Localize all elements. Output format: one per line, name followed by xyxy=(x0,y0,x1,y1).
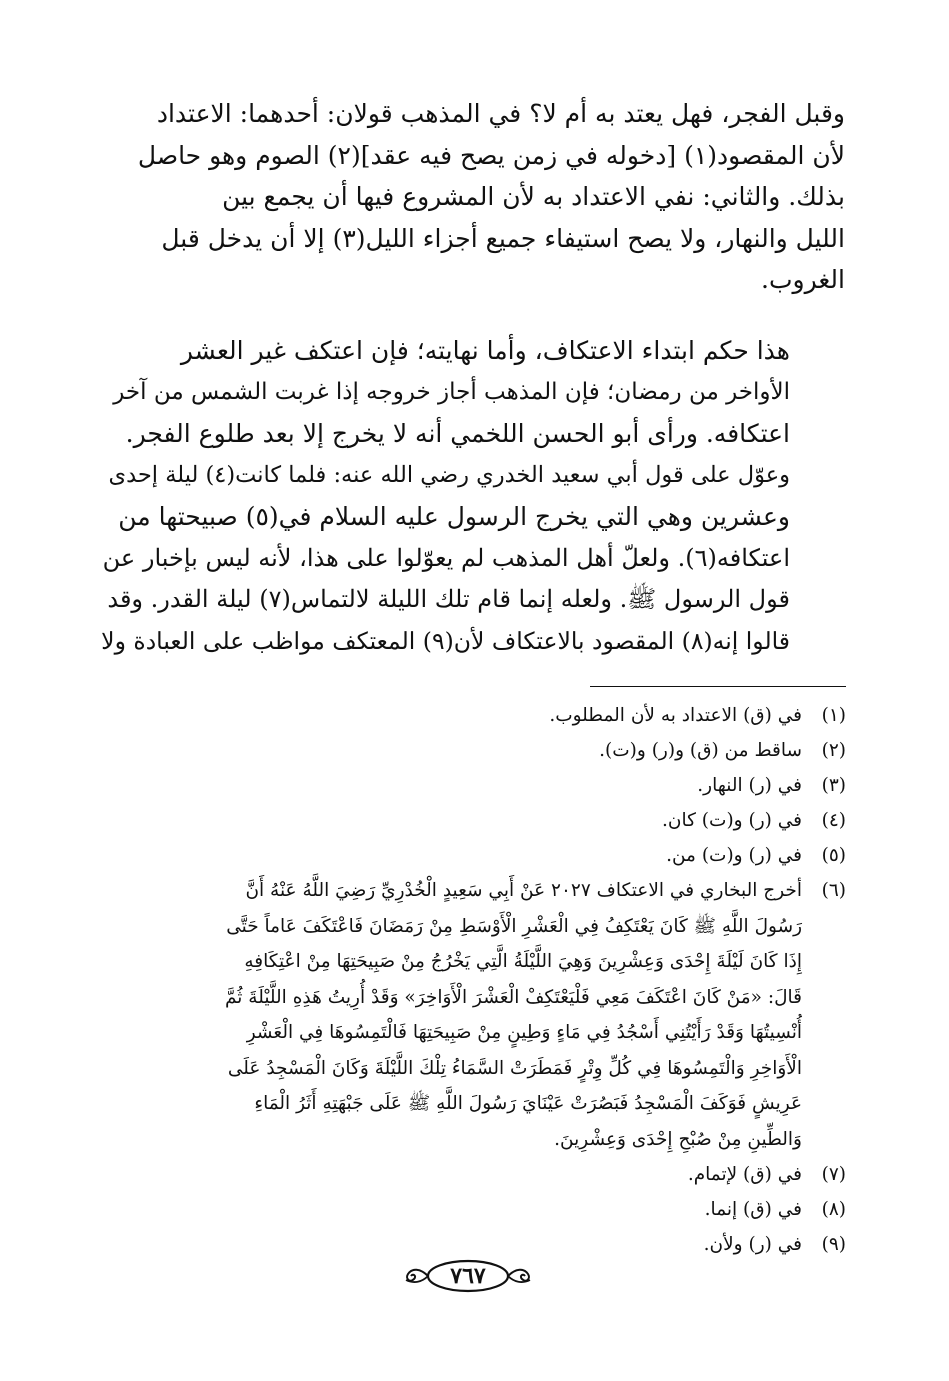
footnote-item xyxy=(96,768,846,803)
footnote-number: (١) xyxy=(821,705,846,726)
paragraph-line: الليل والنهار، ولا يصح استيفاء جميع أجزاء الليل(٣) إلا أن يدخل قبل xyxy=(161,223,845,253)
footnote-line: عَرِيشٍ فَوَكَفَ الْمَسْجِدُ فَبَصُرَتْ عَيْنَايَ رَسُولَ اللَّهِ ﷺ عَلَى جَبْهَتِهِ أَثَرُ الْمَاءِ xyxy=(254,1093,802,1114)
footnote-number: (٥) xyxy=(821,845,846,866)
paragraph-line: بذلك. والثاني: نفي الاعتداد به لأن المشروع فيها أن يجمع بين xyxy=(222,182,845,211)
footnote-item xyxy=(96,733,846,768)
footnote-number: (٩) xyxy=(821,1234,846,1255)
main-paragraph-2 xyxy=(100,330,845,662)
footnote-number: (٤) xyxy=(821,810,846,831)
footnote-line: وَالطِّينِ مِنْ صُبْحِ إِحْدَى وَعِشْرِينَ. xyxy=(554,1128,802,1150)
paragraph-line: وعوّل على قول أبي سعيد الخدري رضي الله عنه: فلما كانت(٤) ليلة إحدى xyxy=(108,461,790,488)
page-number: ٧٦٧ xyxy=(450,1263,486,1289)
paragraph-line: لأن المقصود(١) [دخوله في زمن يصح فيه عقد](٢) الصوم وهو حاصل xyxy=(137,140,845,170)
footnote-item xyxy=(96,1157,846,1192)
footnote-number: (٦) xyxy=(821,880,846,901)
footnote-text: في (ر) و(ت) من. xyxy=(666,845,802,866)
footnote-line: أُنْسِيتُهَا وَقَدْ رَأَيْتُنِي أَسْجُدُ فِي مَاءٍ وَطِينٍ مِنْ صَبِيحَتِهَا فَالْتَمِسُوهَا فِي الْعَشْرِ xyxy=(246,1022,802,1043)
footnote-text: في (ق) الاعتداد به لأن المطلوب. xyxy=(549,705,802,726)
footnote-item xyxy=(96,1192,846,1227)
footnote-number: (٧) xyxy=(821,1164,846,1185)
footnote-line: الْأَوَاخِرِ وَالْتَمِسُوهَا فِي كُلِّ وِتْرٍ فَمَطَرَتْ السَّمَاءُ تِلْكَ اللَّيْلَةَ وَكَانَ الْمَسْجِدُ عَلَى xyxy=(227,1057,802,1079)
paragraph-line: هذا حكم ابتداء الاعتكاف، وأما نهايته؛ فإن اعتكف غير العشر xyxy=(180,336,790,365)
main-paragraph-1 xyxy=(100,93,845,301)
footnote-number: (٨) xyxy=(821,1199,846,1220)
paragraph-line: قالوا إنه(٨) المقصود بالاعتكاف لأن(٩) المعتكف مواظب على العبادة ولا xyxy=(101,626,790,655)
footnote-number: (٣) xyxy=(821,775,846,796)
paragraph-line: اعتكافه(٦). ولعلّ أهل المذهب لم يعوّلوا على هذا، لأنه ليس بإخبار عن xyxy=(102,543,790,572)
footnote-item xyxy=(96,698,846,733)
footnote-text: ساقط من (ق) و(ر) و(ت). xyxy=(599,740,802,761)
footnote-item xyxy=(96,838,846,873)
footnote-line: أخرج البخاري في الاعتكاف ٢٠٢٧ عَنْ أَبِي سَعِيدٍ الْخُدْرِيِّ رَضِيَ اللَّهُ عَنْهُ أَنَّ xyxy=(245,880,802,901)
footnote-item xyxy=(96,1227,846,1262)
paragraph-line: وقبل الفجر، فهل يعتد به أم لا؟ في المذهب قولان: أحدهما: الاعتداد xyxy=(156,99,845,128)
footnote-number: (٢) xyxy=(821,740,846,761)
footnote-line: إِذَا كَانَ لَيْلَةَ إِحْدَى وَعِشْرِينَ وَهِيَ اللَّيْلَةُ الَّتِي يَخْرُجُ مِنْ صَبِيحَتِهَا مِنْ اعْتِكَافِهِ xyxy=(244,951,802,972)
footnote-text: في (ر) النهار. xyxy=(697,775,802,796)
paragraph-line: اعتكافه. ورأى أبو الحسن اللخمي أنه لا يخرج إلا بعد طلوع الفجر. xyxy=(125,419,790,448)
paragraph-line: وعشرين وهي التي يخرج الرسول عليه السلام في(٥) صبيحتها من xyxy=(118,502,790,531)
footnote-text: في (ق) لإتمام. xyxy=(687,1164,802,1185)
footnote-item xyxy=(96,803,846,838)
paragraph-line: الأواخر من رمضان؛ فإن المذهب أجاز خروجه إذا غربت الشمس من آخر xyxy=(113,378,790,405)
footnote-text xyxy=(96,873,802,1157)
footnote-line: رَسُولَ اللَّهِ ﷺ كَانَ يَعْتَكِفُ فِي الْعَشْرِ الْأَوْسَطِ مِنْ رَمَضَانَ فَاعْتَكَفَ عَاماً حَتَّى xyxy=(226,915,802,937)
footnotes xyxy=(96,698,846,1262)
footnote-text: في (ر) و(ت) كان. xyxy=(662,810,802,831)
paragraph-line: الغروب. xyxy=(761,265,845,294)
footnote-line: قَالَ: «مَنْ كَانَ اعْتَكَفَ مَعِي فَلْيَعْتَكِفْ الْعَشْرَ الْأَوَاخِرَ» وَقَدْ أُرِيتُ هَذِهِ اللَّيْلَةَ ثُمَّ xyxy=(224,986,802,1008)
footnote-divider xyxy=(590,686,846,687)
footnote-item xyxy=(96,873,846,1157)
footnote-text: في (ق) إنما. xyxy=(704,1199,802,1220)
footnote-text: في (ر) ولأن. xyxy=(703,1234,802,1255)
paragraph-line: قول الرسول ﷺ. ولعله إنما قام تلك الليلة لالتماس(٧) ليلة القدر. وقد xyxy=(107,585,790,613)
